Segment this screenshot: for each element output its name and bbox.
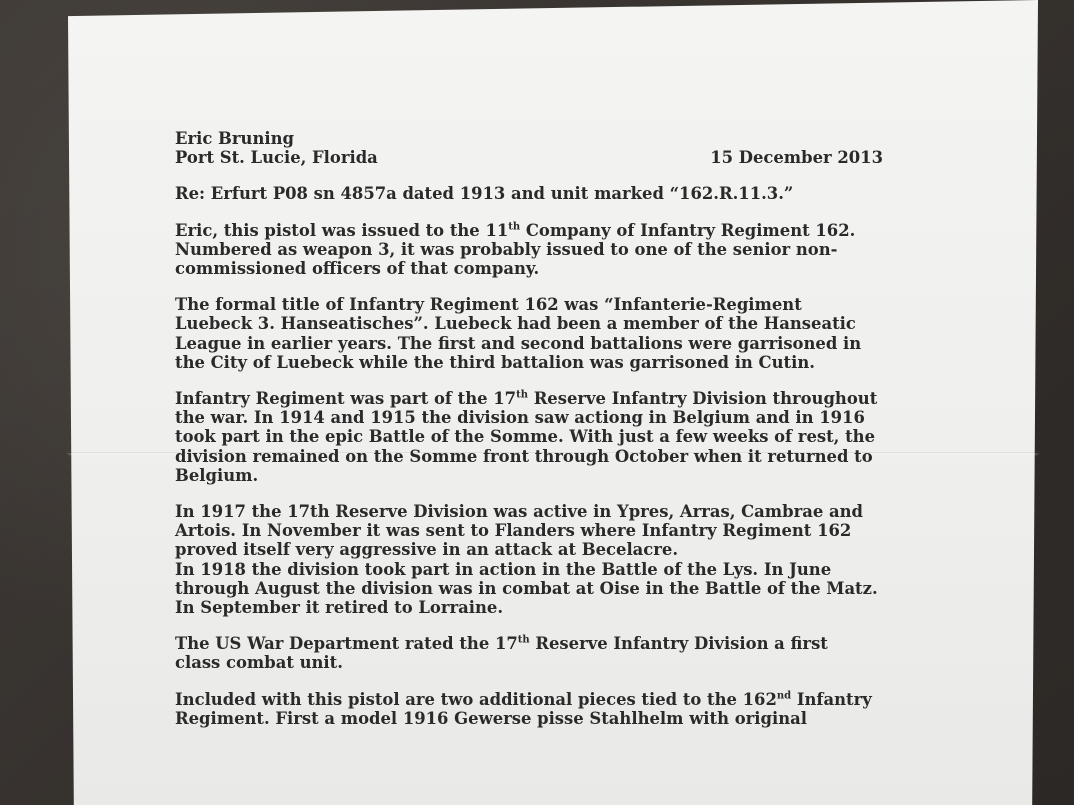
paragraph-line: the war. In 1914 and 1915 the division saw actiong in Belgium and in 1916 [175, 408, 865, 428]
paragraph-line: class combat unit. [175, 653, 343, 673]
ordinal-suffix: nd [776, 690, 792, 702]
paragraph-line: took part in the epic Battle of the Somme. With just a few weeks of rest, the [175, 427, 876, 447]
text-segment: Included with this pistol are two additional pieces tied to the 162 [175, 689, 777, 709]
letter-date: 15 December 2013 [710, 148, 883, 168]
paragraph-1 [175, 221, 935, 279]
paragraph-line [175, 634, 935, 653]
text-segment: Infantry Regiment was part of the 17 [175, 389, 517, 409]
text-segment: Reserve Infantry Division throughout [527, 389, 878, 409]
paragraph-line: Regiment. First a model 1916 Gewerse pisse Stahlhelm with original [175, 708, 807, 728]
paragraph-line [175, 389, 935, 408]
sender-name: Eric Bruning [175, 129, 294, 148]
paragraph-4 [175, 502, 935, 617]
text-segment: Eric, this pistol was issued to the 11 [175, 220, 509, 240]
paragraph-line [175, 221, 935, 240]
text-segment: Infantry [791, 689, 872, 709]
header-location-date-row [175, 148, 885, 167]
paragraph-line: the City of Luebeck while the third battalion was garrisoned in Cutin. [175, 352, 815, 372]
letter-header [175, 129, 935, 167]
paragraph-3 [175, 389, 935, 485]
ordinal-suffix: th [508, 221, 521, 233]
paragraph-line: division remained on the Somme front through October when it returned to [175, 446, 873, 466]
paragraph-line: through August the division was in combat at Oise in the Battle of the Matz. [175, 578, 878, 598]
paragraph-line: In September it retired to Lorraine. [175, 598, 504, 618]
paragraph-6 [175, 690, 935, 728]
letter-subject [175, 184, 935, 203]
text-segment: Reserve Infantry Division a first [529, 634, 828, 654]
ordinal-suffix: th [516, 389, 528, 401]
text-segment: Company of Infantry Regiment 162. [520, 220, 856, 240]
paragraph-line: Luebeck 3. Hanseatisches”. Luebeck had been a member of the Hanseatic [175, 314, 856, 334]
sender-location: Port St. Lucie, Florida [175, 148, 378, 168]
paragraph-line: Numbered as weapon 3, it was probably issued to one of the senior non- [175, 239, 838, 259]
paragraph-line: League in earlier years. The first and second battalions were garrisoned in [175, 333, 862, 353]
paragraph-line: Artois. In November it was sent to Flanders where Infantry Regiment 162 [175, 521, 852, 541]
paragraph-5 [175, 634, 935, 672]
paragraph-line: The formal title of Infantry Regiment 162 was “Infanterie-Regiment [175, 295, 802, 315]
subject-line: Re: Erfurt P08 sn 4857a dated 1913 and unit marked “162.R.11.3.” [175, 184, 794, 204]
paragraph-line [175, 690, 935, 709]
paragraph-line: commissioned officers of that company. [175, 259, 540, 279]
paragraph-line: In 1918 the division took part in action in the Battle of the Lys. In June [175, 559, 832, 579]
letter-body [175, 129, 935, 745]
paragraph-2 [175, 295, 935, 372]
paragraph-line: In 1917 the 17th Reserve Division was active in Ypres, Arras, Cambrae and [175, 502, 863, 522]
paragraph-line: proved itself very aggressive in an attack at Becelacre. [175, 540, 679, 560]
text-segment: The US War Department rated the 17 [175, 634, 518, 654]
ordinal-suffix: th [517, 634, 530, 646]
paragraph-line: Belgium. [175, 465, 259, 485]
